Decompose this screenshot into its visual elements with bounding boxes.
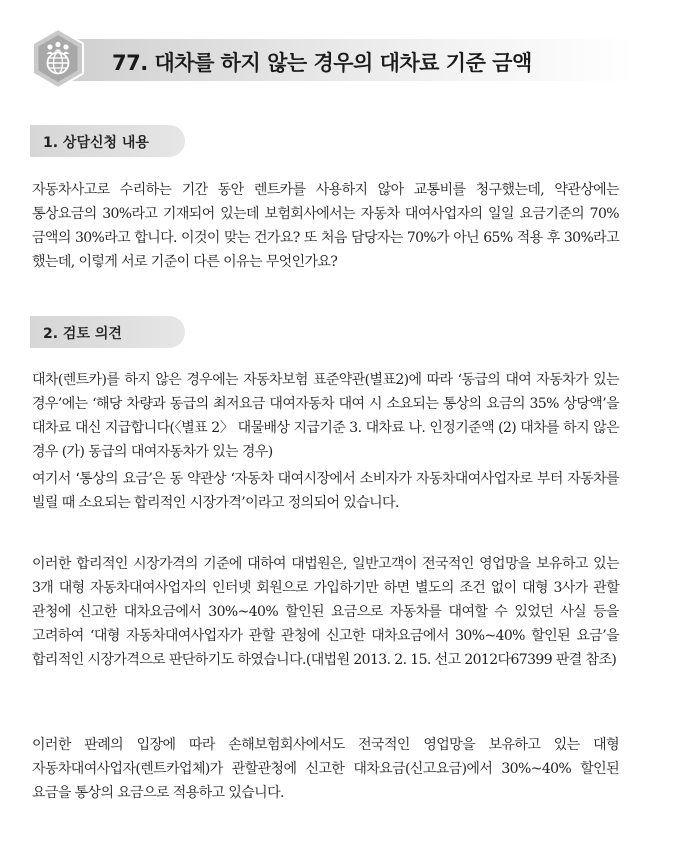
section-heading-consultation	[30, 125, 185, 157]
review-paragraph-2: 여기서 ‘통상의 요금’은 동 약관상 ‘자동차 대여시장에서 소비자가 자동차대여사업자로 부터 자동차를 빌릴 때 소요되는 합리적인 시장가격’이라고 정의되어 있습니다.	[32, 471, 619, 511]
section-heading-review	[30, 316, 185, 348]
page-header	[30, 27, 635, 90]
review-paragraph-4: 이러한 판례의 입장에 따라 손해보험회사에서도 전국적인 영업망을 보유하고 있는 대형 자동차대여사업자(렌트카업체)가 관할관청에 신고한 대차요금(신고요금)에서 30%~40% 할인된 요금을 통상의 요금으로 적용하고 있습니다.	[32, 737, 619, 801]
section-heading-label: 2. 검토 의견	[43, 326, 122, 342]
review-paragraph-3: 이러한 합리적인 시장가격의 기준에 대하여 대법원은, 일반고객이 전국적인 영업망을 보유하고 있는 3개 대형 자동차대여사업자의 인터넷 회원으로 가입하기만 하면 별도의 조건 없이 대형 3사가 관할 관청에 신고한 대차요금에서 30%~40% 할인된 요금으로 자동차를 대여할 수 있었던 사실 등을 고려하여 ‘대형 자동차대여사업자가 관할 관청에 신고한 대차요금에서 30%~40% 할인된 요금’을 합리적인 시장가격으로 판단하기도 하였습니다.(대법원 2013. 2. 15. 선고 2012다67399 판결 참조)	[32, 556, 619, 668]
page-title: 77. 대차를 하지 않는 경우의 대차료 기준 금액	[112, 51, 532, 75]
review-paragraph-1: 대차(렌트카)를 하지 않은 경우에는 자동차보험 표준약관(별표2)에 따라 ‘동급의 대여 자동차가 있는 경우’에는 ‘해당 차량과 동급의 최저요금 대여자동차 대여 시 소요되는 통상의 요금의 35% 상당액’을 대차료 대신 지급합니다(〈별표 2〉 대물배상 지급기준 3. 대차료 나. 인정기준액 (2) 대차를 하지 않은 경우 (가) 동급의 대여자동차가 있는 경우)	[32, 372, 619, 460]
consultation-paragraph: 자동차사고로 수리하는 기간 동안 렌트카를 사용하지 않아 교통비를 청구했는데, 약관상에는 통상요금의 30%라고 기재되어 있는데 보험회사에서는 자동차 대여사업자의 일일 요금기준의 70%금액의 30%라고 합니다. 이것이 맞는 건가요? 또 처음 담당자는 70%가 아닌 65% 적용 후 30%라고 했는데, 이렇게 서로 기준이 다른 이유는 무엇인가요?	[32, 182, 619, 270]
people-globe-icon	[30, 27, 86, 90]
section-heading-label: 1. 상담신청 내용	[43, 135, 149, 151]
